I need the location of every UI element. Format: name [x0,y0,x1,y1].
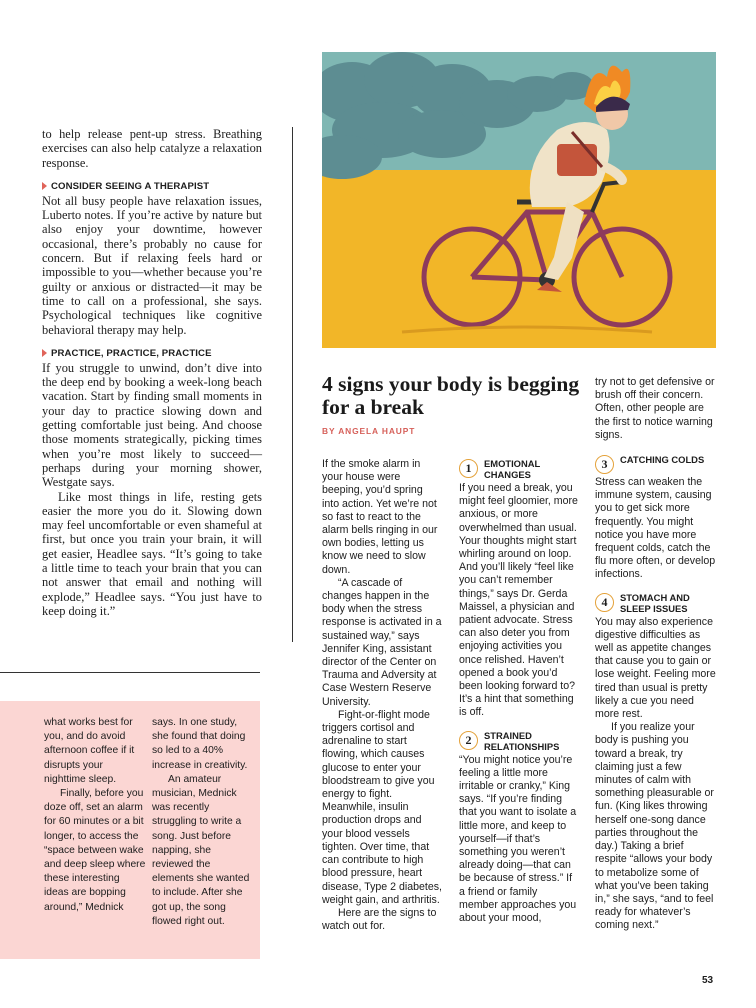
sign-title: STRAINED RELATIONSHIPS [484,729,560,752]
sidebar-paragraph: Finally, before you doze off, set an alarm for 60 minutes or a bit longer, to access the “space between wake and deep sleep where these interesting ideas are bopping around,” Mednick [44,788,146,913]
column-divider [292,127,293,642]
sign-text: You may also experience digestive difficulties as well as appetite changes that cause you to gain or lose weight. Feeling more tired than usual is pretty likely a cue you need more rest. [595,615,716,721]
sign-heading-2 [459,730,579,752]
sidebar-paragraph: says. In one study, she found that doing so led to a 40% increase in creativity. [152,717,248,771]
number-badge-icon: 2 [459,731,478,750]
sign-title: EMOTIONAL CHANGES [484,458,541,480]
left-intro-text: to help release pent-up stress. Breathing exercises can also help catalyze a relaxation response. [42,127,262,170]
left-column [42,127,262,618]
sign-text: “You might notice you’re feeling a little more irritable or cranky,” King says. “If you’re finding that you want to isolate a little more, and keep to yourself—if that’s something you weren’t already doing—that can be because of stress.” If a friend or family member approaches you about your mood, [459,753,577,925]
article-paragraph: If you realize your body is pushing you toward a break, try claiming just a few minutes of calm with something pleasurable or fun. (King likes throwing herself one-song dance parties throughout the day.) Taking a brief respite “allows your body to metabolize some of what you’ve been taking in,” she says, “and to feel ready for whatever’s coming next.” [595,721,714,932]
article-paragraph: Fight-or-flight mode triggers cortisol and adrenaline to start flowing, which causes glucose to enter your bloodstream to give you energy to fight. Meanwhile, insulin production drops and your blood vessels tighten. Over time, that can contribute to high blood pressure, heart disease, Type 2 diabetes, weight gain, and arthritis. [322,708,442,906]
sign-title: STOMACH AND SLEEP ISSUES [620,591,690,614]
section-heading-practice [42,348,262,359]
number-badge-icon: 4 [595,593,614,612]
sign-title: CATCHING COLDS [620,454,705,466]
section-heading-therapist [42,181,262,192]
article-paragraph: “A cascade of changes happen in the body when the stress response is activated in a sustained way,” says Jennifer King, assistant director of the Center on Trauma and Adversity at Case Western Reserve University. [322,576,442,708]
number-badge-icon: 1 [459,459,478,478]
triangle-bullet-icon [42,182,47,190]
section-practice-text-2: Like most things in life, resting gets easier the more you do it. Slowing down may feel uncomfortable or even shameful at first, but once you train your brain, it will get easier, Headlee says. “It’s going to take a little time to teach your brain that you can not answer that email and nothing will explode,” Headlee says. “You just have to keep doing it.” [42,489,262,618]
sign-text: If you need a break, you might feel gloomier, more anxious, or more overwhelmed than usual. Your thoughts might start whirling around on loop. And you’ll likely “feel like you can’t remember things,” says Dr. Gerda Maissel, a physician and patient advocate. Stress can also deter you from enjoying activities you once relished. Haven’t opened a book you’d been looking forward to? It’s a hint that something is off. [459,482,578,719]
number-badge-icon: 3 [595,455,614,474]
article-byline: BY ANGELA HAUPT [322,426,416,436]
sidebar-column-2 [152,716,255,929]
page-number: 53 [702,975,714,986]
section-therapist-text: Not all busy people have relaxation issues, Luberto notes. If you’re active by nature but also enjoy your downtime, however occasional, there’s probably no cause for concern. But if relaxing feels hard or impossible to you—whether because you’re guilty or anxious or distracted—it may be time to call on a professional, she says. Psychological techniques like cognitive behavioral therapy may help. [42,193,262,337]
triangle-bullet-icon [42,349,47,357]
sign-heading-4 [595,592,717,614]
sign-text: Stress can weaken the immune system, causing you to get sick more frequently. You might notice you have more frequent colds, catch the flu more often, or develop infections. [595,476,716,581]
cyclist-illustration-svg [322,52,716,348]
article-paragraph: Here are the signs to watch out for. [322,906,437,933]
sign-heading-3 [595,454,717,474]
article-paragraph: If the smoke alarm in your house were beeping, you’d spring into action. Yet we’re not so fast to react to the alarm bells ringing in our own bodies, letting us know we need to slow down. [322,458,438,576]
article-paragraph: try not to get defensive or brush off their concern. Often, other people are the first to notice warning signs. [595,376,715,441]
article-column-3 [595,376,717,933]
sidebar-column-1 [44,716,147,915]
sidebar-paragraph: An amateur musician, Mednick was recently struggling to write a song. Just before napping, she reviewed the elements she wanted to include. After she got up, the song flowed right out. [152,773,250,927]
sidebar-divider [0,672,260,673]
article-column-2 [459,458,579,925]
section-practice-text-1: If you struggle to unwind, don’t dive into the deep end by booking a week-long beach vacation. Start by finding small moments in your day to practice slowing down and getting comfortable just being. And choose those moments strategically, picking times when you’re most likely to succeed—perhaps during your morning shower, Westgate says. [42,360,262,490]
article-column-1 [322,458,442,933]
cyclist-illustration [322,52,716,348]
sign-heading-1 [459,458,579,480]
sidebar-paragraph: what works best for you, and do avoid afternoon coffee if it disrupts your nighttime sleep. [44,717,135,785]
section-heading-label: CONSIDER SEEING A THERAPIST [51,180,210,192]
sidebar-box [0,701,260,959]
article-title: 4 signs your body is begging for a break [322,372,580,419]
section-heading-label: PRACTICE, PRACTICE, PRACTICE [51,347,212,359]
